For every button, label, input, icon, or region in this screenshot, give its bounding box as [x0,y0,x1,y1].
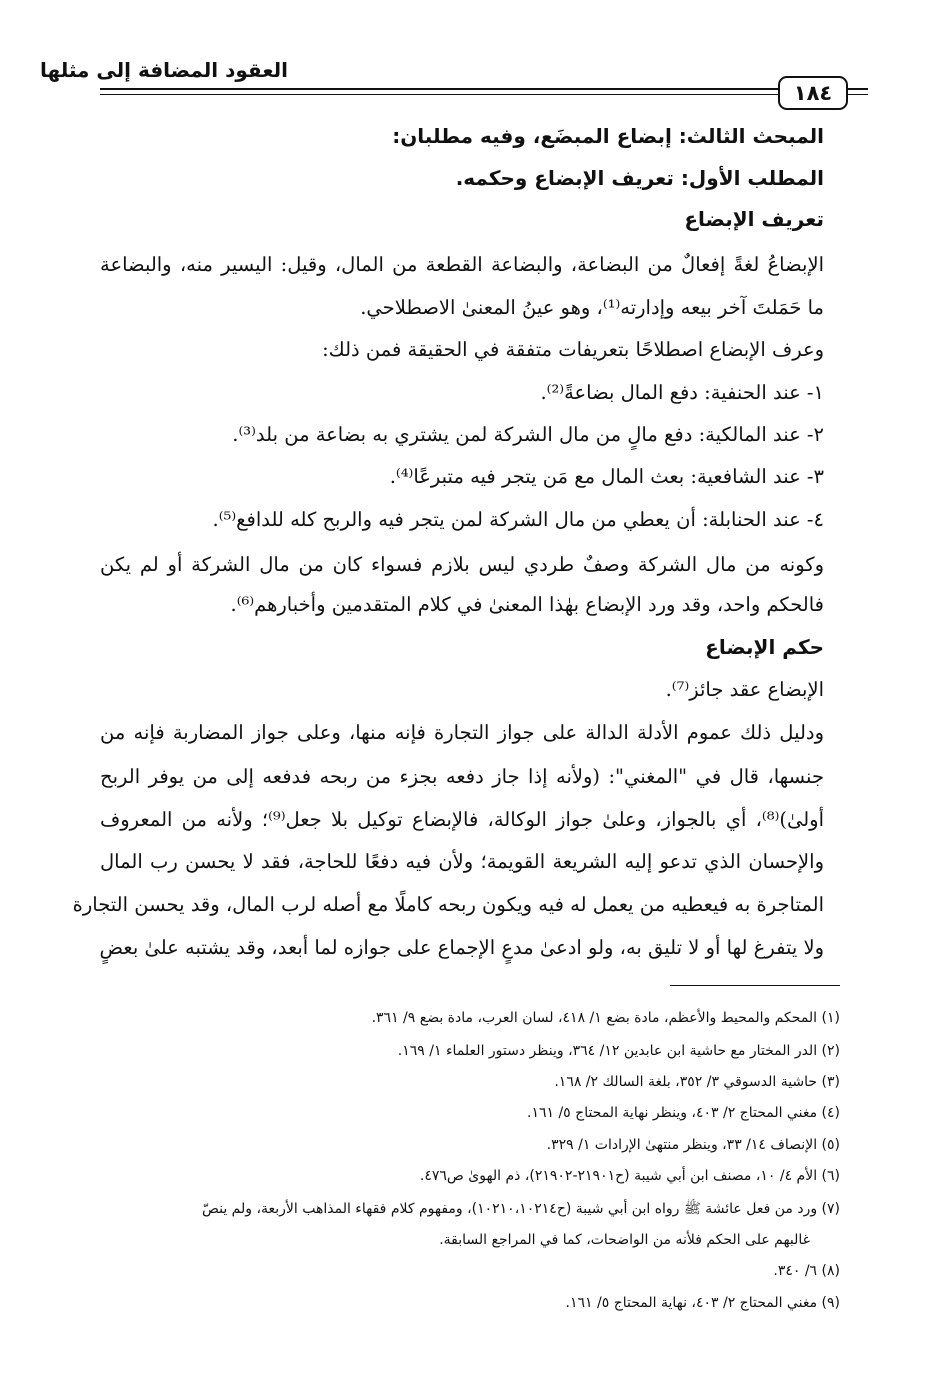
paragraph-line: ما حَمَلتَ آخر بيعه وإدارته⁽¹⁾، وهو عينُ المعنىٰ الاصطلاحي. [360,296,824,319]
paragraph-line: وكونه من مال الشركة وصفٌ طردي ليس بلازم فسواء كان من مال الشركة أو لم يكن [100,553,824,576]
list-item: ١- عند الحنفية: دفع المال بضاعةً⁽²⁾. [540,381,824,404]
paragraph-line: ولا يتفرغ لها أو لا تليق به، ولو ادعىٰ مدعٍ الإجماع على جوازه لما أبعد، وقد يشتبه علىٰ بعضٍ [99,936,824,959]
footnote-continuation: غالبهم على الحكم فلأنه من الواضحات، كما في المراجع السابقة. [439,1232,810,1248]
running-title: العقود المضافة إلى مثلها [40,58,288,82]
list-item: ٤- عند الحنابلة: أن يعطي من مال الشركة لمن يتجر فيه والربح كله للدافع⁽⁵⁾. [212,508,824,531]
header-rule [100,88,780,90]
header-rule-thin [100,94,780,95]
footnote: (٥) الإنصاف ١٤/ ٣٣، وينظر منتهىٰ الإرادات ١/ ٣٢٩. [546,1137,840,1153]
section-heading: المبحث الثالث: إبضاع المبضَع، وفيه مطلبان: [392,124,824,148]
paragraph-line: ودليل ذلك عموم الأدلة الدالة على جواز التجارة فإنه منها، وعلى جواز المضاربة فإنه من [100,721,824,744]
list-item: ٣- عند الشافعية: بعث المال مع مَن يتجر فيه متبرعًا⁽⁴⁾. [389,465,824,488]
footnote: (٩) مغني المحتاج ٢/ ٤٠٣، نهاية المحتاج ٥/ ١٦١. [565,1295,840,1311]
footnote: (٤) مغني المحتاج ٢/ ٤٠٣، وينظر نهاية المحتاج ٥/ ١٦١. [526,1105,840,1121]
paragraph-line: المتاجرة به فيعطيه من يعمل له فيه ويكون ربحه كاملًا مع أصله لرب المال، وقد يحسن التجارة [72,893,824,916]
paragraph-line: أولىٰ)⁽⁸⁾، أي بالجواز، وعلىٰ جواز الوكالة، فالإبضاع توكيل بلا جعل⁽⁹⁾؛ ولأنه من المعروف [100,808,824,831]
paragraph-line: والإحسان الذي تدعو إليه الشريعة القويمة؛ ولأن فيه دفعًا للحاجة، فقد لا يحسن رب المال [100,850,824,873]
footnote-separator [670,985,840,986]
footnote: (٣) حاشية الدسوقي ٣/ ٣٥٢، بلغة السالك ٢/ ١٦٨. [554,1074,840,1090]
footnote: (٦) الأم ٤/ ١٠، مصنف ابن أبي شيبة (ح٢١٩٠١-٢١٩٠٢)، ذم الهوىٰ ص٤٧٦. [419,1168,840,1184]
paragraph-line: الإبضاع عقد جائز⁽⁷⁾. [665,678,824,701]
footnote: (١) المحكم والمحيط والأعظم، مادة بضع ١/ ٤١٨، لسان العرب، مادة بضع ٩/ ٣٦١. [371,1010,840,1026]
footnote: (٧) ورد من فعل عائشة ﷺ رواه ابن أبي شيبة (ح١٠٢١٠،١٠٢١٤)، ومفهوم كلام فقهاء المذاهب الأربعة، ولم ينصّ [201,1201,840,1217]
definition-heading: تعريف الإبضاع [684,207,824,231]
paragraph-line: الإبضاعُ لغةً إفعالٌ من البضاعة، والبضاعة القطعة من المال، وقيل: اليسير منه، والبضاعة [100,253,824,276]
footnote: (٢) الدر المختار مع حاشية ابن عابدين ١٢/ ٣٦٤، وينظر دستور العلماء ١/ ١٦٩. [397,1043,840,1059]
subsection-heading: المطلب الأول: تعريف الإبضاع وحكمه. [455,166,824,190]
paragraph-line: فالحكم واحد، وقد ورد الإبضاع بهٰذا المعنىٰ في كلام المتقدمين وأخبارهم⁽⁶⁾. [230,593,824,616]
ruling-heading: حكم الإبضاع [705,635,824,659]
paragraph-line: وعرف الإبضاع اصطلاحًا بتعريفات متفقة في الحقيقة فمن ذلك: [322,338,824,361]
footnote: (٨) ٦/ ٣٤٠. [773,1263,840,1279]
list-item: ٢- عند المالكية: دفع مالٍ من مال الشركة لمن يشتري به بضاعة من بلد⁽³⁾. [232,423,824,446]
page-number: ١٨٤ [778,76,848,110]
paragraph-line: جنسها، قال في "المغني": (ولأنه إذا جاز دفعه بجزء من ربحه فدفعه إلى من يوفر الربح [100,765,824,788]
